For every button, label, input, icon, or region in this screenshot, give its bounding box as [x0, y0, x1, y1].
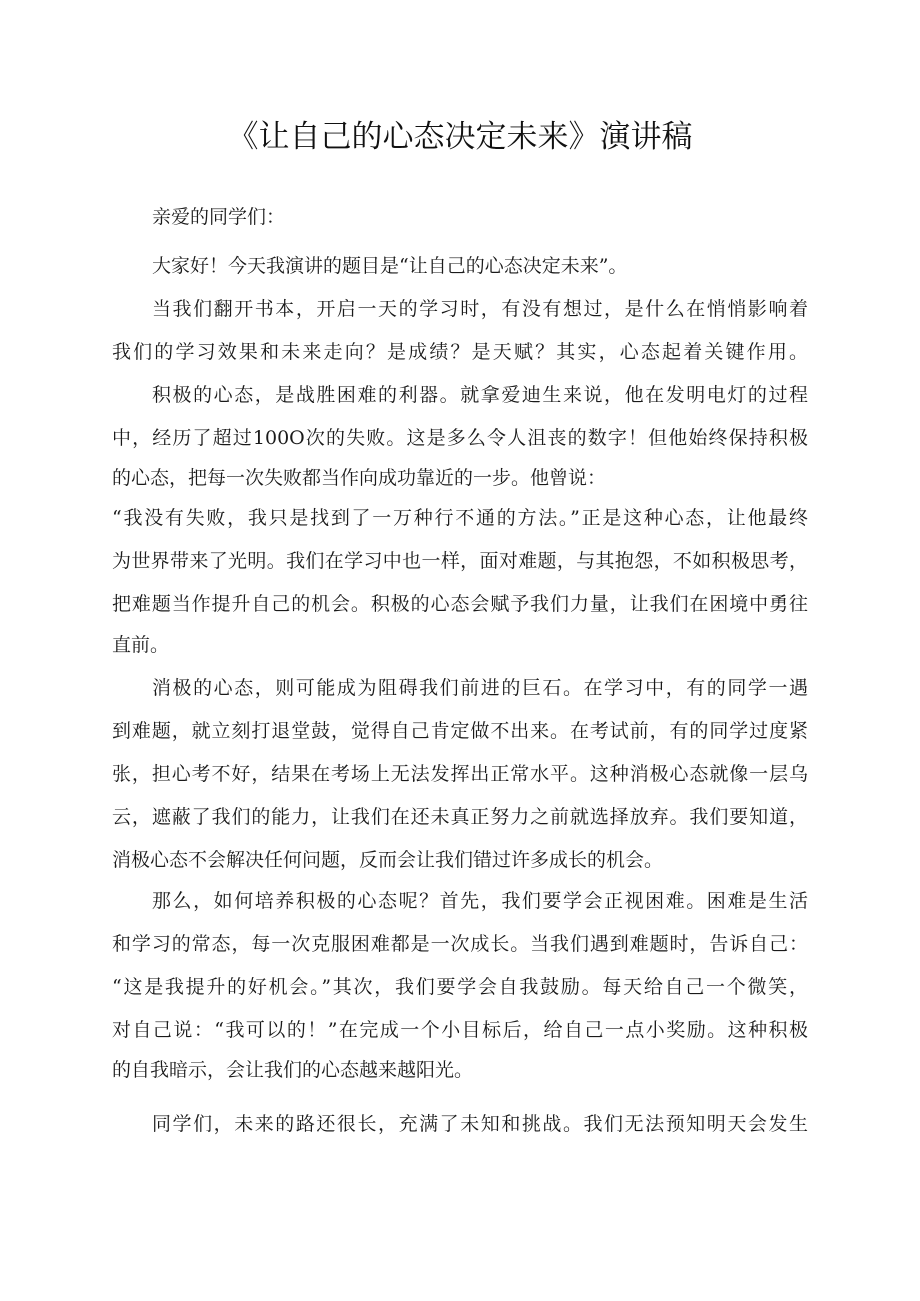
text-line: 中，经历了超过100O次的失败。这是多么令人沮丧的数字！但他始终保持积极 [112, 427, 808, 449]
text-line: 消极心态不会解决任何问题，反而会让我们错过许多成长的机会。 [112, 849, 664, 871]
text-line: 的心态，把每一次失败都当作向成功靠近的一步。他曾说： [112, 467, 607, 489]
text-line: 云，遮蔽了我们的能力，让我们在还未真正努力之前就选择放弃。我们要知道， [112, 806, 808, 828]
text-line: 积极的心态，是战胜困难的利器。就拿爱迪生来说，他在发明电灯的过程 [152, 384, 808, 406]
text-line: “我没有失败，我只是找到了一万种行不通的方法。”正是这种心态，让他最终 [112, 507, 808, 529]
text-line: “这是我提升的好机会。”其次，我们要学会自我鼓励。每天给自己一个微笑， [112, 976, 808, 998]
text-line: 当我们翻开书本，开启一天的学习时，有没有想过，是什么在悄悄影响着 [152, 298, 808, 320]
text-line: 亲爱的同学们： [152, 206, 286, 228]
text-line: 那么，如何培养积极的心态呢？首先，我们要学会正视困难。困难是生活 [152, 890, 808, 912]
text-line: 同学们，未来的路还很长，充满了未知和挑战。我们无法预知明天会发生 [152, 1113, 808, 1135]
text-line: 直前。 [112, 634, 170, 656]
text-line: 把难题当作提升自己的机会。积极的心态会赋予我们力量，让我们在困境中勇往 [112, 593, 808, 615]
text-line: 我们的学习效果和未来走向？是成绩？是天赋？其实，心态起着关键作用。 [112, 341, 808, 363]
text-line: 和学习的常态，每一次克服困难都是一次成长。当我们遇到难题时，告诉自己： [112, 933, 808, 955]
text-line: 消极的心态，则可能成为阻碍我们前进的巨石。在学习中，有的同学一遇 [152, 677, 808, 699]
text-line: 到难题，就立刻打退堂鼓，觉得自己肯定做不出来。在考试前，有的同学过度紧 [112, 720, 808, 742]
text-line: 为世界带来了光明。我们在学习中也一样，面对难题，与其抱怨，不如积极思考， [112, 550, 808, 572]
text-line: 对自己说：“我可以的！”在完成一个小目标后，给自己一点小奖励。这种积极 [112, 1019, 808, 1041]
text-line: 大家好！今天我演讲的题目是“让自己的心态决定未来”。 [152, 255, 628, 277]
document-title: 《让自己的心态决定未来》演讲稿 [227, 119, 693, 155]
text-line: 张，担心考不好，结果在考场上无法发挥出正常水平。这种消极心态就像一层乌 [112, 763, 808, 785]
text-line: 的自我暗示，会让我们的心态越来越阳光。 [112, 1059, 474, 1081]
